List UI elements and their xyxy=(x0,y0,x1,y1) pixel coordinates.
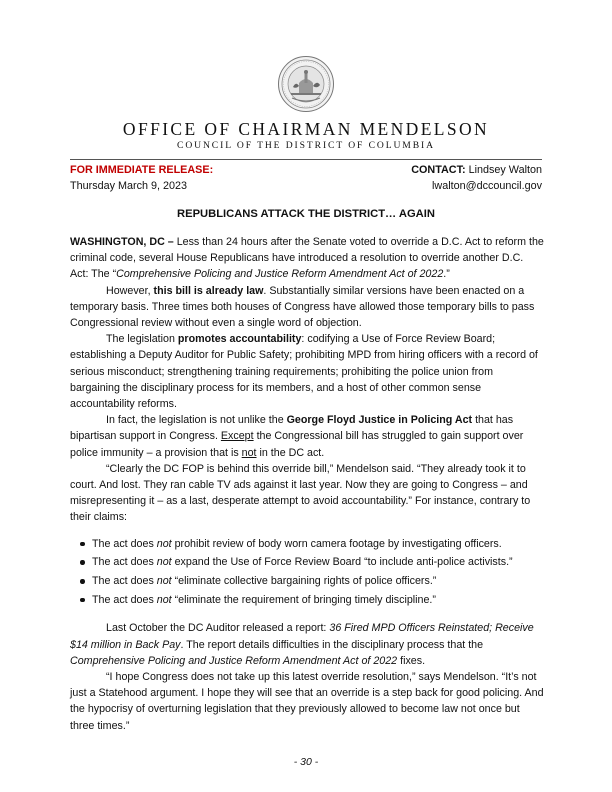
p3-rest: : codifying a Use of Force Review Board; establishing a Deputy Auditor for Public Safety; prohibiting MPD from hiring officers with a record of serious misconduct; strengthening training requirements; prohibiting the police union from bargaining the disciplinary process for its members, and a host of other common sense accountability reforms. xyxy=(70,333,538,411)
intro-end: .” xyxy=(443,268,450,281)
claim-pre: The act does xyxy=(92,556,157,569)
header-rule xyxy=(70,159,542,160)
list-item xyxy=(92,554,544,570)
district-seal-icon xyxy=(277,55,335,113)
contact-block xyxy=(411,162,542,194)
paragraph-fop-quote: “Clearly the DC FOP is behind this override bill,” Mendelson said. “They already took it to court. And lost. They ran cable TV ads against it last year. Now they are going to Congress – and misrepresenting it – as a last, desperate attempt to avoid accountability.” For instance, contrary to their claims: xyxy=(70,462,531,524)
p4-bold: George Floyd Justice in Policing Act xyxy=(286,414,473,427)
release-block xyxy=(70,162,213,194)
claim-post: “eliminate collective bargaining rights of police officers.” xyxy=(171,575,437,588)
paragraph-intro xyxy=(70,234,544,283)
contact-name: Lindsey Walton xyxy=(465,164,542,176)
paragraph-george-floyd xyxy=(70,412,544,461)
claim-pre: The act does xyxy=(92,593,157,606)
paragraph-already-law xyxy=(70,283,544,332)
release-date: Thursday March 9, 2023 xyxy=(70,180,188,192)
p3-start: The legislation xyxy=(106,333,178,346)
office-title: OFFICE OF CHAIRMAN MENDELSON xyxy=(122,119,490,139)
p4-mid2: the Congressional bill has struggled to gain support over police immunity – a provision that is xyxy=(70,430,524,459)
spacer xyxy=(70,610,544,620)
paragraph-auditor-report xyxy=(70,620,544,669)
intro-text: Less than 24 hours after the Senate voted to override a D.C. Act to reform the criminal code, several House Republicans have introduced a resolution to override another D.C. Act: The “ xyxy=(70,236,544,281)
contact-line xyxy=(411,162,542,178)
contact-email: lwalton@dccouncil.gov xyxy=(432,180,542,192)
report-title: 36 Fired MPD Officers Reinstated; Receive $14 million in Back Pay xyxy=(70,622,534,651)
p4-underline1: Except xyxy=(220,430,254,443)
list-item xyxy=(92,536,544,552)
p4-underline2: not xyxy=(241,446,257,459)
p6-start: Last October the DC Auditor released a report: xyxy=(106,622,330,635)
claim-em: not xyxy=(156,556,172,569)
p2-bold: this bill is already law xyxy=(153,284,264,297)
act-title: Comprehensive Policing and Justice Reform Amendment Act of 2022 xyxy=(116,268,444,281)
claim-post: expand the Use of Force Review Board “to include anti-police activists.” xyxy=(171,556,513,569)
spacer xyxy=(70,526,544,536)
claim-post: “eliminate the requirement of bringing timely discipline.” xyxy=(171,593,436,606)
office-subtitle: COUNCIL OF THE DISTRICT OF COLUMBIA xyxy=(177,140,435,151)
claim-post: prohibit review of body worn camera footage by investigating officers. xyxy=(171,537,502,550)
claim-pre: The act does xyxy=(92,537,157,550)
claim-em: not xyxy=(156,593,172,606)
release-label: FOR IMMEDIATE RELEASE: xyxy=(70,164,214,176)
claim-em: not xyxy=(156,575,172,588)
p4-end: in the DC act. xyxy=(256,446,325,459)
headline: REPUBLICANS ATTACK THE DISTRICT… AGAIN xyxy=(177,208,435,220)
claim-em: not xyxy=(156,537,172,550)
act-title: Comprehensive Policing and Justice Reform Amendment Act of 2022 xyxy=(70,654,398,667)
contact-label: CONTACT: xyxy=(411,164,466,176)
list-item xyxy=(92,592,544,608)
dateline: WASHINGTON, DC – xyxy=(70,236,174,248)
paragraph-closing-quote: “I hope Congress does not take up this latest override resolution,” says Mendelson. “It’s not just a Statehood argument. I hope they will see that an override is a step back for good policing. And the hypocrisy of overturning legislation that they previously allowed to become law not once but three times.” xyxy=(70,671,544,732)
claims-list xyxy=(70,536,544,608)
claim-pre: The act does xyxy=(92,575,157,588)
list-item xyxy=(92,573,544,589)
p3-bold: promotes accountability xyxy=(177,333,302,346)
press-release-body xyxy=(70,234,544,734)
p6-mid: . The report details difficulties in the disciplinary process that the xyxy=(180,638,484,651)
page-number: - 30 - xyxy=(293,756,319,768)
p4-mid1: that has bipartisan support in Congress. xyxy=(70,414,514,443)
paragraph-accountability xyxy=(70,331,544,412)
p4-start: In fact, the legislation is not unlike the xyxy=(106,414,287,427)
p2-start: However, xyxy=(106,284,154,297)
p6-end: fixes. xyxy=(397,654,426,667)
p2-rest: . Substantially similar versions have been enacted on a temporary basis. Three times both houses of Congress have allowed those temporary bills to pass Congressional review without even a single word of objection. xyxy=(70,284,535,330)
